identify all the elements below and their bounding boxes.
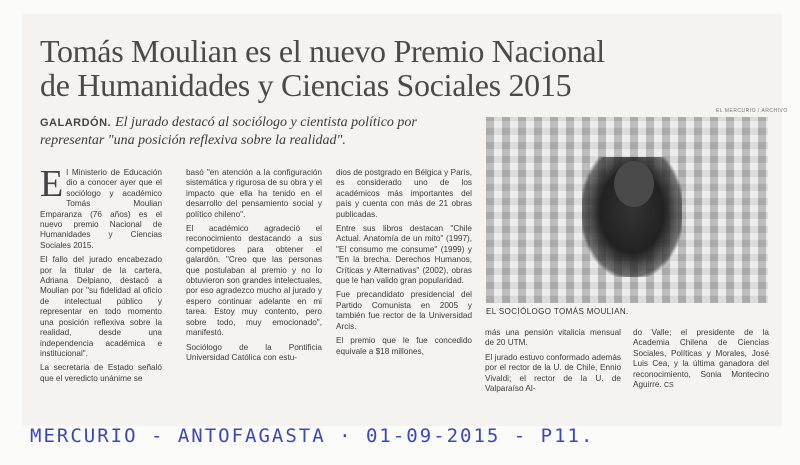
column-3 (336, 168, 472, 361)
paragraph: El fallo del jurado encabezado por la titular de la cartera, Adriana Delpiano, destacó a Moulian por "su fidelidad al oficio de intelectual público y representar en todo momento una posición reflexiva sobre la realidad, desde una independencia académica e institucional". (40, 255, 162, 358)
photo-credit: EL MERCURIO / ARCHIVO (716, 108, 788, 114)
paragraph: dios de postgrado en Bélgica y París, es considerado uno de los académicos más importantes del país y cuenta con más de 21 obras publicadas. (336, 168, 472, 219)
handwritten-annotation: MERCURIO - ANTOFAGASTA · 01-09-2015 - P11. (30, 425, 595, 447)
paragraph: El premio que le fue concedido equivale a $18 millones, (336, 336, 472, 356)
paragraph: Fue precandidato presidencial del Partido Comunista en 2005 y también fue rector de la Universidad Arcis. (336, 290, 472, 331)
deck-text: El jurado destacó al sociólogo y cientista político por representar "una posición reflexiva sobre la realidad". (40, 115, 417, 148)
end-mark: CS (663, 382, 674, 390)
paragraph: El académico agradeció el reconocimiento destacando a sus competidores para obtener el galardón. "Creo que las personas que postulaban al premio y no lo obtuvieron son grandes intelectuales, por eso agradezco mucho al jurado y espero continuar adelante en mi tarea. Estoy muy contento, pero sobre todo, muy emocionado", manifestó. (186, 224, 322, 338)
photo-caption: EL SOCIÓLOGO TOMÁS MOULIAN. (486, 307, 629, 316)
column-4 (485, 328, 621, 398)
deck (40, 114, 480, 149)
column-1 (40, 163, 162, 388)
paragraph: El jurado estuvo conformado además por el rector de la U. de Chile, Ennio Vivaldi; el rector de la U. de Valparaíso Al- (485, 352, 621, 394)
paragraph: El Ministerio de Educación dio a conocer ayer que el sociólogo y académico Tomás Moulian Emparanza (76 años) es el nuevo premio Nacional de Humanidades y Ciencias Sociales 2015. (40, 163, 162, 250)
paragraph: Entre sus libros destacan "Chile Actual. Anatomía de un mito" (1997), "El consumo me consume" (1999) y "En la brecha. Derechos Humanos, Críticas y Alternativas" (2002), obras que le han valido gran popularidad. (336, 224, 472, 286)
paragraph: más una pensión vitalicia mensual de 20 UTM. (485, 328, 621, 348)
portrait-photo (486, 117, 768, 303)
paragraph: La secretaria de Estado señaló que el veredicto unánime se (40, 363, 162, 383)
headline-line-1: Tomás Moulian es el nuevo Premio Nacional (40, 33, 605, 69)
paragraph: basó "en atención a la configuración sistemática y rigurosa de su obra y el impacto que ella ha tenido en el desarrollo del pensamiento social y político chileno". (186, 168, 322, 219)
paragraph: Sociólogo de la Pontificia Universidad Católica con estu- (186, 342, 322, 362)
drop-cap: E (40, 163, 64, 205)
headline (40, 34, 720, 102)
column-2 (186, 168, 322, 367)
kicker: GALARDÓN. (40, 117, 112, 129)
column-5 (633, 328, 769, 395)
paragraph: do Valle; el presidente de la Academia Chilena de Ciencias Sociales, Políticas y Morales, José Luis Cea, y la última ganadora del reconocimiento, Sonia Montecino Aguirre. CS (633, 328, 769, 390)
person-head (614, 161, 654, 207)
headline-line-2: de Humanidades y Ciencias Sociales 2015 (40, 67, 572, 103)
